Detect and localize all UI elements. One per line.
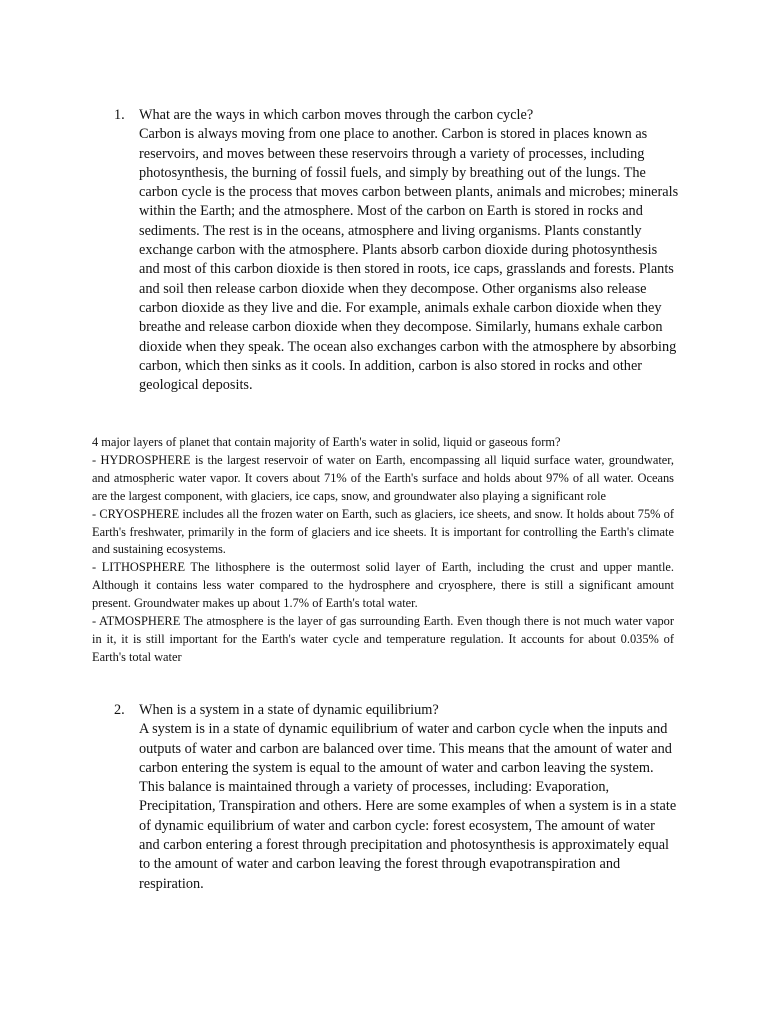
question-1-answer: Carbon is always moving from one place to another. Carbon is stored in places known as reservoirs, and moves between these reservoirs through a variety of processes, including photosynthesis, the burning of fossil fuels, and simply by breathing out of the lungs. The carbon cycle is the process that moves carbon between plants, animals and microbes; minerals within the Earth; and the atmosphere. Most of the carbon on Earth is stored in rocks and sediments. The rest is in the oceans, atmosphere and living organisms. Plants constantly exchange carbon with the atmosphere. Plants absorb carbon dioxide during photosynthesis and most of this carbon dioxide is then stored in roots, ice caps, grasslands and forests. Plants and soil then release carbon dioxide when they decompose. Other organisms also release carbon dioxide as they live and die. For example, animals exhale carbon dioxide when they breathe and release carbon dioxide when they decompose. Similarly, humans exhale carbon dioxide when they speak. The ocean also exchanges carbon with the atmosphere by absorbing carbon, which then sinks as it cools. In addition, carbon is also stored in rocks and other geological deposits. [139, 126, 679, 394]
layer-lithosphere: - LITHOSPHERE The lithosphere is the outermost solid layer of Earth, including the crust and upper mantle. Although it contains less water compared to the hydrosphere and cryosphere, there is still a significant amount present. Groundwater makes up about 1.7% of Earth's total water. [92, 560, 674, 611]
question-1-title: What are the ways in which carbon moves through the carbon cycle? [139, 107, 534, 123]
question-2-number: 2. [114, 702, 125, 718]
layer-cryosphere: - CRYOSPHERE includes all the frozen water on Earth, such as glaciers, ice sheets, and snow. It holds about 75% of Earth's freshwater, primarily in the form of glaciers and ice sheets. It is important for controlling the Earth's climate and sustaining ecosystems. [92, 506, 674, 557]
layer-atmosphere: - ATMOSPHERE The atmosphere is the layer of gas surrounding Earth. Even though there is not much water vapor in it, it is still important for the Earth's water cycle and temperature regulation. It accounts for about 0.035% of Earth's total water [92, 614, 674, 664]
question-2 [114, 701, 679, 894]
question-2-title: When is a system in a state of dynamic equilibrium? [139, 702, 439, 718]
question-2-answer: A system is in a state of dynamic equilibrium of water and carbon cycle when the inputs and outputs of water and carbon are balanced over time. This means that the amount of water and carbon entering the system is equal to the amount of water and carbon leaving the system. This balance is maintained through a variety of processes, including: Evaporation, Precipitation, Transpiration and others. Here are some examples of when a system is in a state of dynamic equilibrium of water and carbon cycle: forest ecosystem, The amount of water and carbon entering a forest through precipitation and photosynthesis is approximately equal to the amount of water and carbon leaving the forest through evapotranspiration and respiration. [139, 721, 677, 892]
question-1-number: 1. [114, 107, 125, 123]
question-2-content [139, 701, 679, 894]
layer-hydrosphere: - HYDROSPHERE is the largest reservoir of water on Earth, encompassing all liquid surface water, groundwater, and atmospheric water vapor. It covers about 71% of the Earth's surface and holds about 97% of all water. Oceans are the largest component, with glaciers, ice caps, snow, and groundwater also playing a significant role [92, 452, 674, 503]
question-1-content [139, 106, 679, 395]
water-layers-section [92, 434, 674, 667]
question-1 [114, 106, 679, 395]
water-layers-heading: 4 major layers of planet that contain majority of Earth's water in solid, liquid or gaseous form? [92, 435, 561, 449]
